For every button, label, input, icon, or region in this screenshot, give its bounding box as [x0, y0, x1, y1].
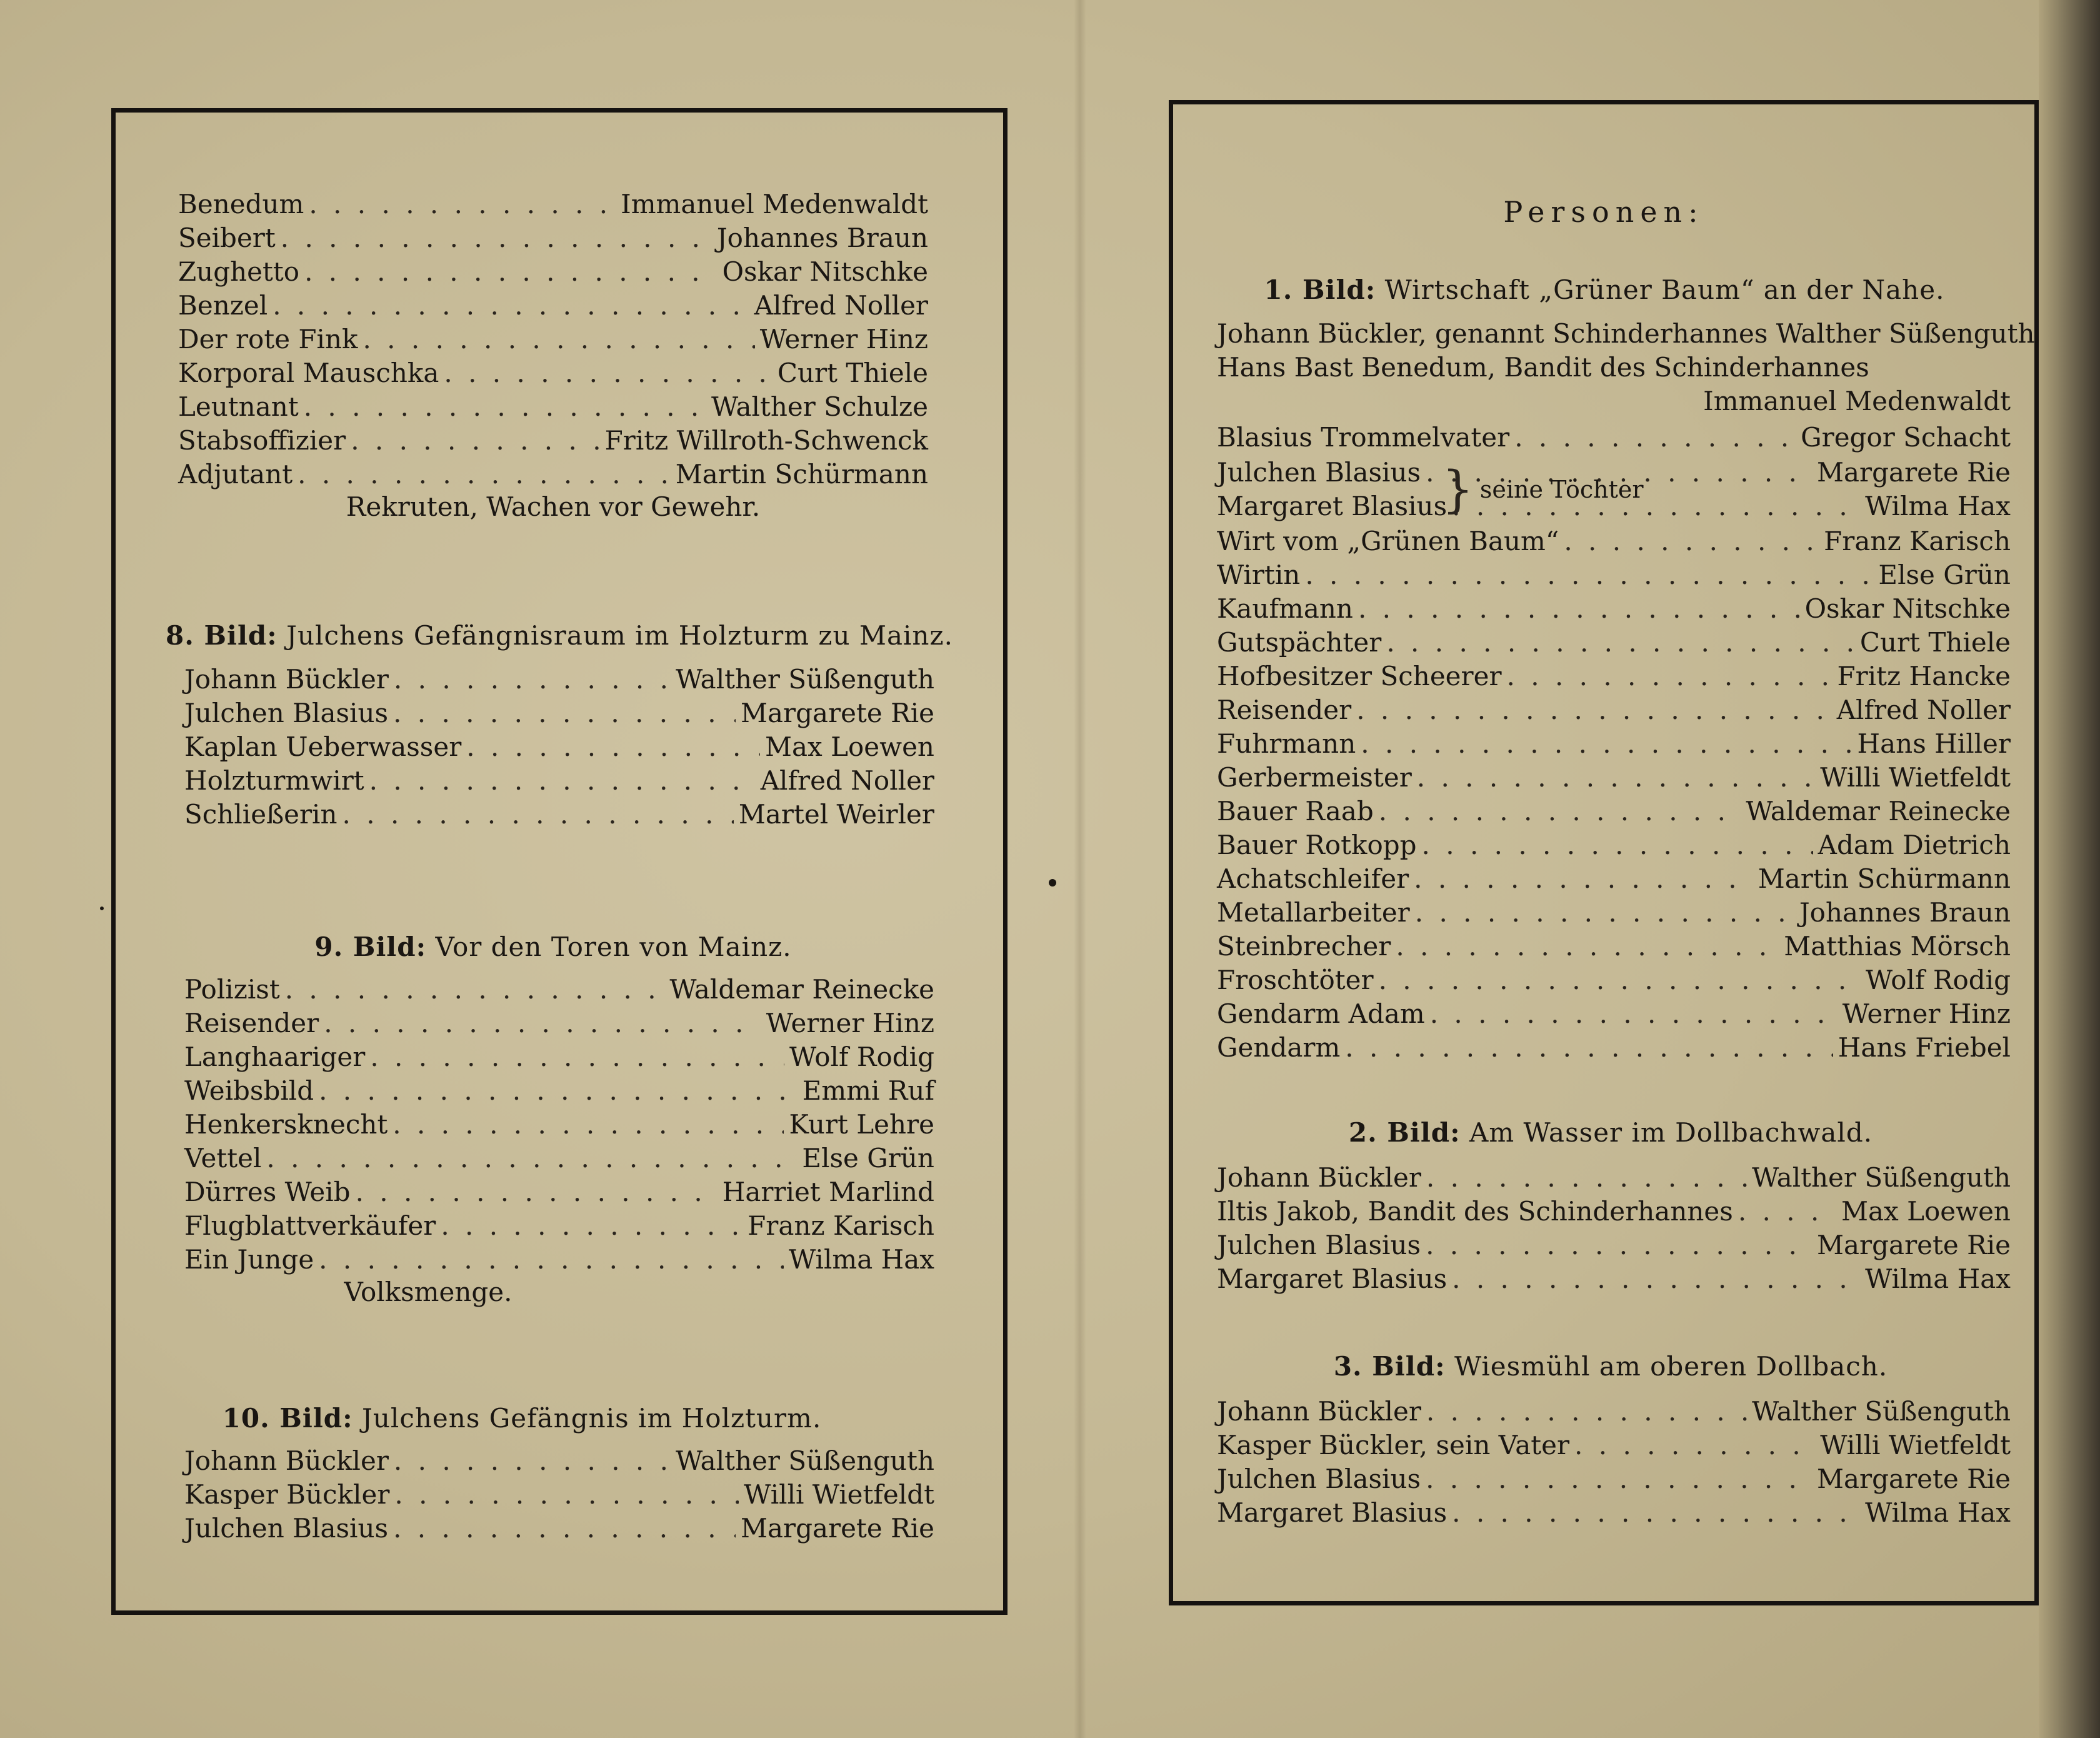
- role-name: Flugblattverkäufer: [184, 1210, 436, 1241]
- actor-name: Margarete Rie: [1817, 1464, 2011, 1494]
- role-name: Johann Bückler: [1217, 1396, 1421, 1427]
- cast-row: [1217, 896, 2011, 930]
- cast-row: [184, 1074, 934, 1108]
- cast-row: [184, 973, 934, 1007]
- actor-name: Margarete Rie: [741, 698, 934, 728]
- dot-leader: [1452, 1262, 1860, 1296]
- cast-row: [184, 1444, 934, 1478]
- scene-8-cast: [184, 663, 934, 831]
- role-name: Benzel: [178, 290, 268, 321]
- cast-row: [1217, 626, 2011, 660]
- actor-name: Werner Hinz: [766, 1008, 934, 1038]
- cast-row: [178, 424, 928, 458]
- cast-row: [184, 1243, 934, 1277]
- actor-name: Werner Hinz: [1842, 998, 2011, 1029]
- cast-row: [178, 221, 928, 255]
- scene-title: Vor den Toren von Mainz.: [435, 932, 792, 962]
- role-name: Holzturmwirt: [184, 765, 364, 796]
- scene-number: 8. Bild:: [166, 620, 278, 651]
- actor-name: Walther Süßenguth: [676, 664, 934, 695]
- role-name: Hofbesitzer Scheerer: [1217, 661, 1502, 691]
- scene-number: 1. Bild:: [1264, 274, 1376, 305]
- actor-name: Kurt Lehre: [789, 1109, 934, 1140]
- actor-name: Walther Schulze: [711, 391, 928, 422]
- page-fold: [1074, 0, 1086, 1738]
- dot-leader: [1507, 660, 1832, 693]
- role-name: Margaret Blasius: [1217, 491, 1448, 521]
- cast-row: [178, 323, 928, 356]
- dot-leader: [319, 1243, 784, 1277]
- role-name: Julchen Blasius: [1217, 457, 1421, 488]
- sisters-label: seine Töchter: [1479, 476, 1644, 503]
- dot-leader: [394, 1444, 671, 1478]
- actor-name: Martin Schürmann: [675, 459, 928, 490]
- actor-name: Johannes Braun: [1799, 897, 2011, 928]
- actor-name: Martel Weirler: [738, 799, 934, 830]
- role-name: Steinbrecher: [1217, 931, 1391, 962]
- dot-leader: [1386, 626, 1855, 660]
- dot-leader: [266, 1142, 797, 1175]
- role-name: Johann Bückler: [184, 1445, 389, 1476]
- scene-9-heading: [178, 932, 928, 962]
- role-name: Gendarm Adam: [1217, 998, 1425, 1029]
- cast-row: [184, 1142, 934, 1175]
- role-name: Stabsoffizier: [178, 425, 346, 456]
- scene-title: Am Wasser im Dollbachwald.: [1469, 1117, 1873, 1148]
- cast-row: [184, 1478, 934, 1512]
- sisters-brace: [1442, 456, 1644, 523]
- role-name: Der rote Fink: [178, 324, 358, 354]
- scene-1-lead-2: Hans Bast Benedum, Bandit des Schinderhannes: [1217, 352, 1869, 383]
- dot-leader: [298, 458, 671, 491]
- role-name: Julchen Blasius: [184, 1513, 389, 1544]
- cast-row: [184, 798, 934, 831]
- dot-leader: [1414, 862, 1753, 896]
- scene-10-heading: [178, 1403, 866, 1434]
- actor-name: Fritz Hancke: [1837, 661, 2011, 691]
- role-name: Benedum: [178, 189, 304, 219]
- cast-row: [1217, 997, 2011, 1031]
- dot-leader: [362, 323, 754, 356]
- actor-name: Hans Hiller: [1857, 728, 2011, 759]
- actor-name: Else Grün: [802, 1143, 934, 1173]
- dot-leader: [393, 1512, 736, 1545]
- cast-row: [184, 764, 934, 798]
- role-name: Margaret Blasius: [1217, 1497, 1448, 1528]
- actor-name: Emmi Ruf: [802, 1075, 934, 1106]
- dot-leader: [394, 663, 671, 696]
- role-name: Iltis Jakob, Bandit des Schinderhannes: [1217, 1196, 1733, 1227]
- cast-row: [184, 1007, 934, 1040]
- actor-name: Harriet Marlind: [722, 1177, 934, 1207]
- cast-row: [1217, 828, 2011, 862]
- role-name: Vettel: [184, 1143, 262, 1173]
- actor-name: Oskar Nitschke: [1804, 593, 2011, 624]
- cast-row: [1217, 558, 2011, 592]
- cast-row: [178, 458, 928, 491]
- cast-row: [1217, 525, 2011, 558]
- scene-9-cast: [184, 973, 934, 1277]
- actor-name: Adam Dietrich: [1818, 830, 2011, 860]
- actor-name: Johannes Braun: [716, 223, 928, 253]
- actor-name: Else Grün: [1878, 560, 2011, 590]
- dot-leader: [1426, 1462, 1812, 1496]
- role-name: Kaplan Ueberwasser: [184, 731, 462, 762]
- cast-row: [184, 730, 934, 764]
- actor-name: Alfred Noller: [754, 290, 928, 321]
- actor-name: Franz Karisch: [748, 1210, 934, 1241]
- dot-leader: [1396, 930, 1779, 963]
- cast-row: [1217, 930, 2011, 963]
- role-name: Julchen Blasius: [1217, 1230, 1421, 1260]
- cast-note: Rekruten, Wachen vor Gewehr.: [346, 491, 761, 522]
- brace-glyph: }: [1442, 460, 1474, 518]
- dot-leader: [441, 1209, 742, 1243]
- dot-leader: [1356, 693, 1831, 727]
- ink-speck: [1049, 879, 1056, 887]
- role-name: Leutnant: [178, 391, 299, 422]
- cast-row: [184, 1512, 934, 1545]
- dot-leader: [342, 798, 734, 831]
- scene-2-cast: [1217, 1161, 2011, 1296]
- dot-leader: [1417, 761, 1816, 795]
- role-name: Fuhrmann: [1217, 728, 1356, 759]
- role-name: Reisender: [184, 1008, 319, 1038]
- role-name: Kasper Bückler: [184, 1479, 390, 1510]
- right-page: [1169, 100, 2039, 1605]
- cast-row: [1217, 1429, 2011, 1462]
- scene-1-cast-a: [1217, 421, 2011, 455]
- actor-name: Immanuel Medenwaldt: [621, 189, 928, 219]
- actor-name: Oskar Nitschke: [722, 256, 928, 287]
- dot-leader: [319, 1074, 798, 1108]
- scene-3-heading: [1236, 1351, 1986, 1382]
- dot-leader: [1574, 1429, 1815, 1462]
- dot-leader: [1422, 828, 1813, 862]
- scene-title: Julchens Gefängnisraum im Holzturm zu Mainz.: [286, 620, 953, 651]
- dot-leader: [1430, 997, 1838, 1031]
- cast-row: [1217, 1462, 2011, 1496]
- scene-1-lead-2-actor: Immanuel Medenwaldt: [1703, 386, 2011, 416]
- dot-leader: [351, 424, 599, 458]
- role-name: Blasius Trommelvater: [1217, 422, 1510, 453]
- personen-heading: Personen:: [1503, 195, 1704, 229]
- dot-leader: [285, 973, 665, 1007]
- dot-leader: [444, 356, 772, 390]
- actor-name: Willi Wietfeldt: [744, 1479, 934, 1510]
- scene-number: 9. Bild:: [314, 932, 427, 962]
- cast-row: [1217, 660, 2011, 693]
- actor-name: Matthias Mörsch: [1784, 931, 2011, 962]
- cast-row: [184, 1175, 934, 1209]
- ink-speck: [100, 907, 104, 910]
- scene-10-cast: [184, 1444, 934, 1545]
- dot-leader: [1379, 963, 1861, 997]
- actor-name: Curt Thiele: [1859, 627, 2011, 658]
- scene-number: 10. Bild:: [222, 1403, 353, 1434]
- cast-row: [1217, 1395, 2011, 1429]
- cast-row: [178, 356, 928, 390]
- role-name: Schließerin: [184, 799, 338, 830]
- book-edge: [2039, 0, 2100, 1738]
- left-page: [111, 108, 1008, 1615]
- cast-row: [1217, 592, 2011, 626]
- dot-leader: [1361, 727, 1852, 761]
- actor-name: Wilma Hax: [1865, 1497, 2011, 1528]
- scene-title: Julchens Gefängnis im Holzturm.: [362, 1403, 822, 1434]
- cast-row: [1217, 1262, 2011, 1296]
- actor-name: Martin Schürmann: [1758, 863, 2011, 894]
- dot-leader: [324, 1007, 761, 1040]
- role-name: Polizist: [184, 974, 280, 1005]
- actor-name: Wilma Hax: [1865, 491, 2011, 521]
- cast-row: [184, 1108, 934, 1142]
- cast-row: [1217, 421, 2011, 455]
- actor-name: Willi Wietfeldt: [1820, 1430, 2011, 1460]
- actor-name: Curt Thiele: [777, 358, 928, 388]
- scene-1-heading: [1198, 274, 2011, 305]
- cast-row: [184, 1209, 934, 1243]
- dot-leader: [272, 289, 749, 323]
- cast-row: [1217, 1195, 2011, 1228]
- role-name: Wirt vom „Grünen Baum“: [1217, 526, 1559, 556]
- role-name: Bauer Raab: [1217, 796, 1374, 826]
- actor-name: Waldemar Reinecke: [669, 974, 934, 1005]
- dot-leader: [304, 255, 718, 289]
- actor-name: Alfred Noller: [760, 765, 934, 796]
- cast-row: [178, 188, 928, 221]
- role-name: Kasper Bückler, sein Vater: [1217, 1430, 1570, 1460]
- scene-number: 2. Bild:: [1348, 1117, 1461, 1148]
- role-name: Julchen Blasius: [1217, 1464, 1421, 1494]
- cast-row: [184, 1040, 934, 1074]
- dot-leader: [1564, 525, 1819, 558]
- dot-leader: [392, 1108, 784, 1142]
- role-name: Johann Bückler: [184, 664, 389, 695]
- dot-leader: [1426, 1228, 1812, 1262]
- role-name: Gerbermeister: [1217, 762, 1412, 793]
- dot-leader: [1379, 795, 1741, 828]
- dot-leader: [370, 1040, 784, 1074]
- actor-name: Fritz Willroth-Schwenck: [604, 425, 928, 456]
- dot-leader: [1452, 1496, 1860, 1530]
- scene-number: 3. Bild:: [1333, 1351, 1446, 1382]
- actor-name: Margarete Rie: [1817, 457, 2011, 488]
- actor-name: Willi Wietfeldt: [1820, 762, 2011, 793]
- actor-name: Waldemar Reinecke: [1746, 796, 2011, 826]
- cast-list-top: [178, 188, 928, 491]
- crowd-note: Volksmenge.: [344, 1277, 512, 1307]
- cast-row: [1217, 1031, 2011, 1065]
- scene-title: Wirtschaft „Grüner Baum“ an der Nahe.: [1384, 274, 1945, 305]
- cast-row: [1217, 693, 2011, 727]
- cast-row: [184, 696, 934, 730]
- dot-leader: [1358, 592, 1800, 626]
- role-name: Froschtöter: [1217, 965, 1374, 995]
- dot-leader: [369, 764, 756, 798]
- actor-name: Walther Süßenguth: [1752, 1396, 2011, 1427]
- role-name: Dürres Weib: [184, 1177, 351, 1207]
- scene-title: Wiesmühl am oberen Dollbach.: [1454, 1351, 1888, 1382]
- actor-name: Max Loewen: [765, 731, 934, 762]
- role-name: Julchen Blasius: [184, 698, 389, 728]
- actor-name: Alfred Noller: [1836, 695, 2011, 725]
- actor-name: Werner Hinz: [759, 324, 928, 354]
- actor-name: Margarete Rie: [741, 1513, 934, 1544]
- actor-name: Wilma Hax: [789, 1244, 934, 1275]
- actor-name: Wolf Rodig: [1865, 965, 2011, 995]
- scene-3-cast: [1217, 1395, 2011, 1530]
- dot-leader: [393, 696, 736, 730]
- cast-row: [1217, 963, 2011, 997]
- role-name: Reisender: [1217, 695, 1352, 725]
- role-name: Achatschleifer: [1217, 863, 1409, 894]
- dot-leader: [1426, 1161, 1747, 1195]
- cast-row: [184, 663, 934, 696]
- role-name: Zughetto: [178, 256, 300, 287]
- cast-row: [1217, 1228, 2011, 1262]
- dot-leader: [304, 390, 706, 424]
- dot-leader: [309, 188, 616, 221]
- scene-1-cast-b: [1217, 525, 2011, 1065]
- actor-name: Walther Süßenguth: [1752, 1162, 2011, 1193]
- dot-leader: [1345, 1031, 1832, 1065]
- role-name: Wirtin: [1217, 560, 1301, 590]
- dot-leader: [466, 730, 760, 764]
- role-name: Kaufmann: [1217, 593, 1353, 624]
- actor-name: Gregor Schacht: [1801, 422, 2011, 453]
- role-name: Gutspächter: [1217, 627, 1382, 658]
- dot-leader: [394, 1478, 739, 1512]
- actor-name: Margarete Rie: [1817, 1230, 2011, 1260]
- dot-leader: [1514, 421, 1796, 455]
- actor-name: Wolf Rodig: [789, 1042, 934, 1072]
- role-name: Langhaariger: [184, 1042, 366, 1072]
- dot-leader: [1738, 1195, 1836, 1228]
- cast-row: [178, 390, 928, 424]
- cast-row: [1217, 862, 2011, 896]
- cast-row: [178, 255, 928, 289]
- cast-row: [1217, 795, 2011, 828]
- scene-8-heading: [153, 620, 966, 651]
- role-name: Weibsbild: [184, 1075, 314, 1106]
- role-name: Metallarbeiter: [1217, 897, 1410, 928]
- role-name: Adjutant: [178, 459, 293, 490]
- dot-leader: [1305, 558, 1873, 592]
- dot-leader: [356, 1175, 718, 1209]
- role-name: Henkersknecht: [184, 1109, 388, 1140]
- role-name: Ein Junge: [184, 1244, 314, 1275]
- dot-leader: [1415, 896, 1794, 930]
- cast-row: [1217, 1161, 2011, 1195]
- cast-row: [1217, 727, 2011, 761]
- role-name: Johann Bückler: [1217, 1162, 1421, 1193]
- cast-row: [1217, 761, 2011, 795]
- cast-row: [178, 289, 928, 323]
- actor-name: Hans Friebel: [1838, 1032, 2011, 1063]
- scene-1-lead-1: Johann Bückler, genannt Schinderhannes Walther Süßenguth: [1217, 318, 2035, 349]
- role-name: Bauer Rotkopp: [1217, 830, 1417, 860]
- scene-2-heading: [1236, 1117, 1986, 1148]
- role-name: Seibert: [178, 223, 276, 253]
- actor-name: Max Loewen: [1841, 1196, 2011, 1227]
- dot-leader: [281, 221, 712, 255]
- role-name: Margaret Blasius: [1217, 1263, 1448, 1294]
- actor-name: Franz Karisch: [1824, 526, 2011, 556]
- role-name: Korporal Mauschka: [178, 358, 439, 388]
- role-name: Gendarm: [1217, 1032, 1341, 1063]
- actor-name: Wilma Hax: [1865, 1263, 2011, 1294]
- cast-row: [1217, 1496, 2011, 1530]
- dot-leader: [1426, 1395, 1747, 1429]
- actor-name: Walther Süßenguth: [676, 1445, 934, 1476]
- sisters-group: [1217, 456, 2011, 523]
